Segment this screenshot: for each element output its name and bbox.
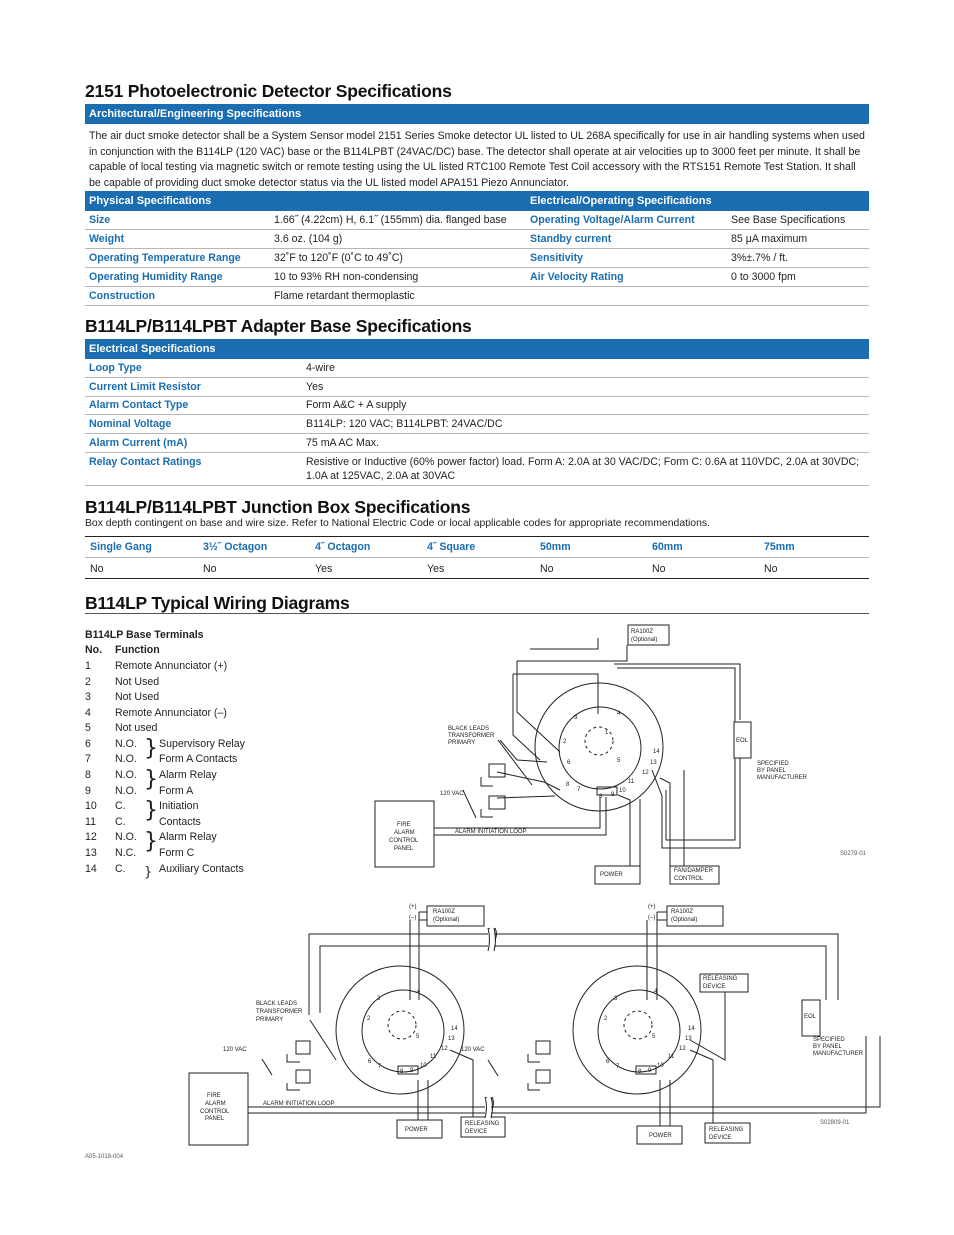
svg-text:8: 8 [599, 794, 603, 800]
terminal-func: N.C. [115, 847, 137, 859]
facp-label: FIRE [397, 822, 411, 828]
svg-text:2: 2 [604, 1016, 608, 1022]
svg-text:4: 4 [617, 711, 621, 717]
ra100z-label: RA100Z [671, 909, 694, 915]
svg-text:6: 6 [368, 1059, 372, 1065]
terminal-func: Not Used [115, 691, 160, 703]
terminal-group: Form A [159, 785, 194, 797]
footer-code: A05-1018-004 [85, 1154, 124, 1160]
wiring-diagram-1 [375, 625, 751, 884]
svg-text:7: 7 [378, 1064, 382, 1070]
eol-label: EOL [804, 1014, 817, 1020]
leader-line [498, 740, 532, 785]
releasing-label: RELEASING [703, 976, 738, 982]
terminal-group: Contacts [159, 816, 201, 828]
svg-text:4: 4 [417, 989, 421, 995]
transformer-block [296, 1070, 310, 1083]
section-title-wiring: B114LP Typical Wiring Diagrams [85, 593, 350, 613]
col-no: No. [85, 644, 103, 656]
wire [614, 664, 740, 720]
terminal-no: 2 [85, 676, 91, 688]
spec-row: Operating Temperature Range 32˚F to 120˚F (0˚C to 49˚C) Sensitivity 3%±.7% / ft. [85, 249, 869, 268]
eol-label: EOL [736, 738, 749, 744]
wire [463, 790, 476, 818]
terminal-func: Remote Annunciator (+) [115, 660, 228, 672]
svg-text:11: 11 [628, 779, 635, 785]
jb-value: No [540, 563, 554, 575]
terminal-group: Auxiliary Contacts [159, 863, 244, 875]
spec-row: Construction Flame retardant thermoplastic [85, 287, 869, 306]
wiring-diagram-2 [189, 906, 880, 1145]
jb-value: No [90, 563, 104, 575]
leader-line [310, 1020, 336, 1060]
specified-label: BY PANEL [757, 768, 786, 774]
wire [617, 668, 735, 722]
brace-icon: } [144, 736, 158, 761]
plus-label: (+) [648, 904, 656, 910]
ra100z-label: RA100Z [433, 909, 456, 915]
svg-text:6: 6 [567, 760, 571, 766]
wire [248, 1036, 880, 1107]
optional-label: (Optional) [433, 917, 460, 923]
minus-label: (–) [648, 915, 656, 921]
releasing-label: DEVICE [709, 1135, 732, 1141]
svg-text:10: 10 [420, 1063, 427, 1069]
svg-text:2: 2 [367, 1016, 371, 1022]
wire [500, 740, 547, 762]
terminal-group: Form C [159, 847, 195, 859]
facp-label: ALARM [205, 1101, 226, 1107]
detector-ring-inner [559, 707, 641, 789]
transformer-block [536, 1041, 550, 1054]
adapter-row: Nominal Voltage B114LP: 120 VAC; B114LPBT: 24VAC/DC [85, 415, 869, 434]
spec-row: Weight 3.6 oz. (104 g) Standby current 85 μA maximum [85, 230, 869, 249]
terminal-group: Form A Contacts [159, 753, 238, 765]
section-title-adapter-base: B114LP/B114LPBT Adapter Base Specifications [85, 316, 472, 336]
terminal-func: C. [115, 800, 126, 812]
svg-text:9: 9 [410, 1068, 414, 1074]
vac-label: 120 VAC [461, 1047, 485, 1053]
wire-break-marks [485, 928, 497, 1118]
transformer-block [536, 1070, 550, 1083]
fan-damper-label: FAN/DAMPER [674, 868, 714, 874]
specified-label: MANUFACTURER [757, 775, 808, 781]
jb-value: Yes [427, 563, 445, 575]
alarm-loop-label: ALARM INITIATION LOOP [263, 1101, 335, 1107]
detector-center [388, 1011, 416, 1039]
svg-text:6: 6 [606, 1059, 610, 1065]
terminal-no: 4 [85, 707, 91, 719]
detector-ring-outer [573, 966, 701, 1094]
svg-text:11: 11 [430, 1054, 437, 1060]
terminal-no: 5 [85, 722, 91, 734]
jb-header: 4˝ Square [427, 541, 476, 553]
svg-text:13: 13 [448, 1036, 455, 1042]
svg-text:5: 5 [617, 758, 621, 764]
junction-note: Box depth contingent on base and wire size. Refer to National Electric Code or local applicable codes for appropriate recommendations. [85, 518, 710, 529]
wire [690, 992, 725, 1060]
wire [517, 645, 627, 661]
terminal-no: 12 [85, 831, 97, 843]
svg-text:8: 8 [638, 1069, 642, 1075]
terminal-no: 8 [85, 769, 91, 781]
terminal-func: Not Used [115, 676, 160, 688]
adapter-row: Relay Contact Ratings Resistive or Inductive (60% power factor) load. Form A: 2.0A at 30 VAC/DC; Form C: 0.6A at 110VDC, 2.0A at 30VDC; 1.0A at 125VAC, 2.0A at 30VAC [85, 453, 869, 486]
plus-label: (+) [409, 904, 417, 910]
terminal-func: C. [115, 863, 126, 875]
vac-label: 120 VAC [440, 791, 464, 797]
black-leads-label: PRIMARY [256, 1017, 284, 1023]
detector-center [624, 1011, 652, 1039]
jb-header: Single Gang [90, 541, 152, 553]
facp-label: CONTROL [200, 1109, 230, 1115]
wire [320, 946, 826, 1013]
terminal-func: C. [115, 816, 126, 828]
svg-text:8: 8 [566, 782, 570, 788]
terminal-no: 1 [85, 660, 91, 672]
releasing-label: DEVICE [465, 1129, 488, 1135]
diagram2-code: S02809-01 [820, 1120, 850, 1126]
jb-value: No [764, 563, 778, 575]
terminal-func: N.O. [115, 785, 137, 797]
facp-label: PANEL [205, 1116, 225, 1122]
brace-icon: } [144, 829, 158, 854]
jb-value: Yes [315, 563, 333, 575]
terminal-no: 3 [85, 691, 91, 703]
adapter-row: Alarm Current (mA) 75 mA AC Max. [85, 434, 869, 453]
svg-text:3: 3 [574, 715, 578, 721]
releasing-label: DEVICE [703, 984, 726, 990]
jb-header: 75mm [764, 541, 795, 553]
transformer-block [489, 764, 505, 777]
wire [528, 1054, 540, 1062]
svg-text:2: 2 [563, 739, 567, 745]
black-leads-label: TRANSFORMER [256, 1009, 303, 1015]
spec-row: Operating Humidity Range 10 to 93% RH non-condensing Air Velocity Rating 0 to 3000 fpm [85, 268, 869, 287]
specified-label: SPECIFIED [757, 761, 789, 767]
diagram1-code: S0279-01 [840, 851, 867, 857]
terminal-no: 9 [85, 785, 91, 797]
optional-label: (Optional) [671, 917, 698, 923]
releasing-label: RELEASING [465, 1121, 500, 1127]
detector-center [585, 727, 613, 755]
terminal-func: Remote Annunciator (–) [115, 707, 227, 719]
wire [248, 1036, 866, 1113]
jb-value: No [652, 563, 666, 575]
svg-text:3: 3 [614, 996, 618, 1002]
svg-text:11: 11 [668, 1054, 675, 1060]
black-leads-label: BLACK LEADS [448, 726, 490, 732]
svg-text:12: 12 [441, 1046, 448, 1052]
svg-text:4: 4 [654, 989, 658, 995]
terminal-group: Alarm Relay [159, 831, 217, 843]
wire [513, 674, 598, 714]
alarm-loop-label: ALARM INITIATION LOOP [455, 829, 527, 835]
svg-text:12: 12 [679, 1046, 686, 1052]
terminal-no: 6 [85, 738, 91, 750]
col-function: Function [115, 644, 160, 656]
spec-row: Size 1.66˝ (4.22cm) H, 6.1˝ (155mm) dia. flanged base Operating Voltage/Alarm Current See Base Specifications [85, 211, 869, 230]
terminal-group: Alarm Relay [159, 769, 217, 781]
svg-text:13: 13 [650, 760, 657, 766]
specified-label: BY PANEL [813, 1044, 842, 1050]
section-title-junction-box: B114LP/B114LPBT Junction Box Specifications [85, 497, 471, 517]
releasing-label: RELEASING [709, 1127, 744, 1133]
terminal-no: 7 [85, 753, 91, 765]
jb-header: 60mm [652, 541, 683, 553]
brace-icon: } [144, 798, 158, 823]
terminal-no: 10 [85, 800, 97, 812]
physical-electrical-header: Physical Specifications Electrical/Operating Specifications [85, 191, 869, 211]
fan-damper-label: CONTROL [674, 876, 704, 882]
terminal-func: Not used [115, 722, 158, 734]
adapter-row: Loop Type 4-wire [85, 359, 869, 378]
section-title-2151: 2151 Photoelectronic Detector Specifications [85, 81, 452, 101]
optional-label: (Optional) [631, 637, 658, 643]
terminal-group: Supervisory Relay [159, 738, 245, 750]
jb-header: 4˝ Octagon [315, 541, 371, 553]
jb-header: 3½˝ Octagon [203, 541, 268, 553]
svg-text:9: 9 [611, 792, 615, 798]
svg-text:14: 14 [688, 1026, 695, 1032]
svg-text:7: 7 [616, 1064, 620, 1070]
terminal-group: Initiation [159, 800, 199, 812]
svg-text:3: 3 [377, 996, 381, 1002]
power-label: POWER [600, 872, 623, 878]
black-leads-label: PRIMARY [448, 740, 476, 746]
wire [666, 758, 735, 840]
wire [497, 796, 555, 798]
svg-text:7: 7 [577, 787, 581, 793]
terminal-no: 14 [85, 863, 97, 875]
brace-icon: } [144, 767, 158, 792]
arch-spec-header: Architectural/Engineering Specifications [85, 104, 869, 124]
wire [262, 1059, 272, 1075]
terminals-title: B114LP Base Terminals [85, 629, 204, 641]
adapter-row: Alarm Contact Type Form A&C + A supply [85, 396, 869, 415]
brace-icon: } [144, 865, 153, 880]
wire [434, 797, 600, 828]
wire [287, 1083, 300, 1090]
jb-header: 50mm [540, 541, 571, 553]
terminal-no: 11 [85, 816, 96, 828]
svg-text:1: 1 [605, 730, 609, 736]
wire [481, 809, 493, 817]
svg-text:13: 13 [685, 1036, 692, 1042]
wire [517, 661, 560, 752]
wire [530, 638, 598, 649]
facp-label: CONTROL [389, 838, 419, 844]
vac-label: 120 VAC [223, 1047, 247, 1053]
terminal-func: N.O. [115, 753, 137, 765]
svg-text:9: 9 [648, 1068, 652, 1074]
jb-value: No [203, 563, 217, 575]
black-leads-label: TRANSFORMER [448, 733, 495, 739]
electrical-spec-header: Electrical Specifications [85, 339, 869, 359]
svg-text:10: 10 [657, 1063, 664, 1069]
facp-label: ALARM [394, 830, 415, 836]
diagram2-labels [85, 904, 864, 1160]
minus-label: (–) [409, 915, 417, 921]
facp-label: FIRE [207, 1093, 221, 1099]
terminal-func: N.O. [115, 831, 137, 843]
specified-label: SPECIFIED [813, 1037, 845, 1043]
terminal-func: N.O. [115, 738, 137, 750]
wire [528, 1083, 540, 1090]
wire [481, 777, 493, 786]
facp-label: PANEL [394, 846, 414, 852]
svg-text:5: 5 [416, 1034, 420, 1040]
svg-text:14: 14 [653, 749, 660, 755]
arch-spec-text: The air duct smoke detector shall be a System Sensor model 2151 Series Smoke detector UL listed to UL 268A specifically for use in air handling systems when used in conjunction with the B114LP (120 VAC) base or the B114LPBT (24VAC/DC) base. The detector shall operate at air velocities up to 3000 feet per minute. It shall be capable of local testing via magnetic switch or remote testing using the UL listed RTC100 Remote Test Coil accessory with the RTS151 Remote Test Station. It shall be capable of providing duct smoke detector status via the UL listed model APA151 Piezo Annunciator. [89, 130, 865, 189]
svg-text:8: 8 [400, 1069, 404, 1075]
ra100z-label: RA100Z [631, 629, 654, 635]
wire [287, 1054, 300, 1062]
black-leads-label: BLACK LEADS [256, 1001, 298, 1007]
svg-text:10: 10 [619, 788, 626, 794]
power-label: POWER [649, 1133, 672, 1139]
svg-text:14: 14 [451, 1026, 458, 1032]
wire [488, 1060, 498, 1076]
specified-label: MANUFACTURER [813, 1051, 864, 1057]
terminal-func: N.O. [115, 769, 137, 781]
transformer-block [296, 1041, 310, 1054]
adapter-row: Current Limit Resistor Yes [85, 378, 869, 397]
terminal-no: 13 [85, 847, 97, 859]
svg-text:12: 12 [642, 770, 649, 776]
svg-text:5: 5 [652, 1034, 656, 1040]
power-label: POWER [405, 1127, 428, 1133]
diagram1-labels [389, 629, 867, 882]
wire [652, 758, 740, 848]
